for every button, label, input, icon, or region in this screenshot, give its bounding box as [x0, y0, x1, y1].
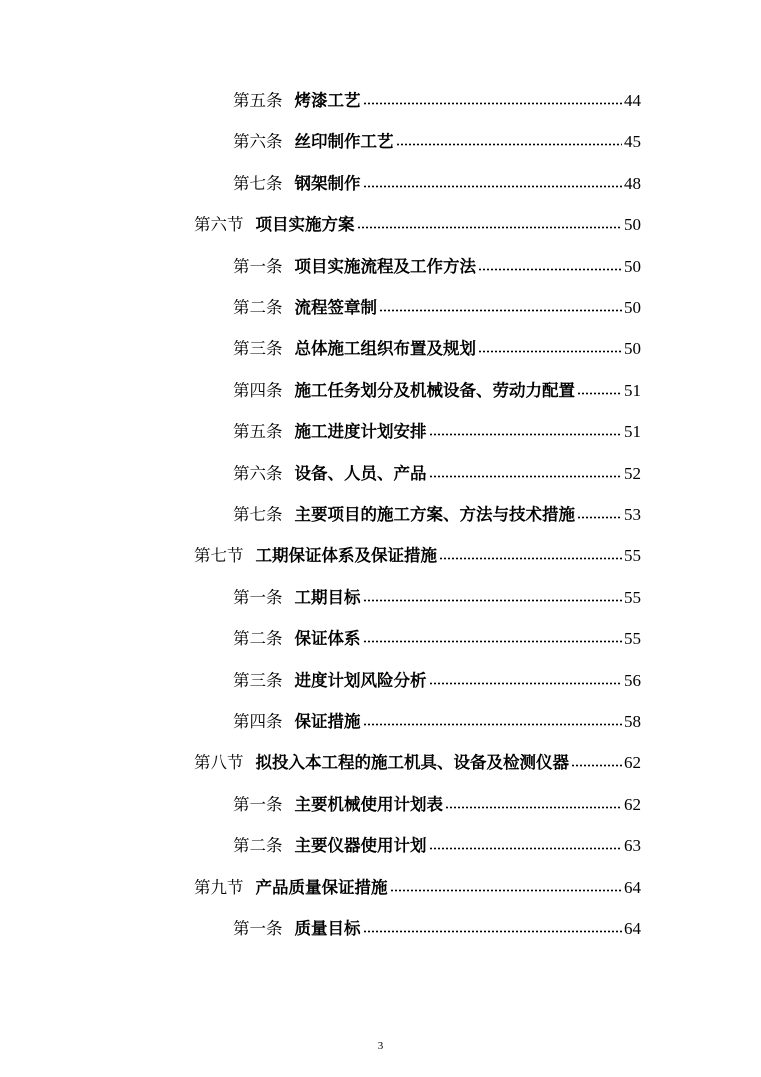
- dot-leader: [363, 924, 623, 934]
- toc-entry-title: 钢架制作: [294, 173, 361, 193]
- toc-entry-title: 总体施工组织布置及规划: [294, 339, 476, 359]
- toc-entry-page: 56: [624, 670, 641, 690]
- dot-leader: [357, 220, 623, 230]
- dot-leader: [478, 344, 622, 354]
- toc-entry-title: 施工进度计划安排: [294, 422, 427, 442]
- dot-leader: [445, 800, 622, 810]
- toc-entry-title: 主要仪器使用计划: [294, 836, 427, 856]
- dot-leader: [577, 510, 622, 520]
- toc-entry-article[interactable]: [233, 336, 641, 362]
- dot-leader: [439, 551, 622, 561]
- toc-entry-article[interactable]: [233, 129, 641, 155]
- toc-entry-article[interactable]: [233, 792, 641, 818]
- toc-entry-number: 第一条: [233, 587, 283, 607]
- toc-entry-page: 55: [624, 587, 641, 607]
- toc-entry-section[interactable]: [194, 875, 641, 901]
- toc-entry-number: 第三条: [233, 670, 283, 690]
- toc-entry-section[interactable]: [194, 543, 641, 569]
- toc-entry-article[interactable]: [233, 626, 641, 652]
- dot-leader: [363, 179, 623, 189]
- toc-entry-title: 拟投入本工程的施工机具、设备及检测仪器: [255, 753, 569, 773]
- toc-entry-section[interactable]: [194, 212, 641, 238]
- toc-entry-page: 64: [624, 877, 641, 897]
- toc-entry-page: 51: [624, 422, 641, 442]
- dot-leader: [478, 262, 622, 272]
- toc-entry-title: 烤漆工艺: [294, 91, 361, 110]
- toc-entry-article[interactable]: [233, 585, 641, 611]
- page-number: 3: [377, 1040, 384, 1052]
- dot-leader: [429, 469, 623, 479]
- toc-entry-page: 64: [624, 919, 641, 938]
- toc-entry-article[interactable]: [233, 668, 641, 694]
- toc-entry-title: 丝印制作工艺: [294, 132, 394, 152]
- toc-entry-article[interactable]: [233, 916, 641, 942]
- toc-entry-number: 第六节: [194, 215, 244, 235]
- toc-entry-number: 第九节: [194, 877, 244, 897]
- dot-leader: [363, 717, 623, 727]
- toc-entry-title: 主要项目的施工方案、方法与技术措施: [294, 505, 575, 524]
- toc-entry-page: 50: [624, 256, 641, 276]
- toc-entry-article[interactable]: [233, 88, 641, 114]
- toc-entry-page: 50: [624, 215, 641, 235]
- toc-entry-number: 第二条: [233, 629, 283, 649]
- dot-leader: [429, 427, 623, 437]
- toc-entry-title: 保证体系: [294, 629, 361, 649]
- toc-entry-article[interactable]: [233, 295, 641, 321]
- toc-entry-page: 52: [624, 463, 641, 483]
- toc-entry-page: 50: [624, 298, 641, 317]
- toc-entry-page: 58: [624, 712, 641, 731]
- toc-entry-number: 第八节: [194, 753, 244, 773]
- toc-entry-article[interactable]: [233, 502, 641, 528]
- toc-entry-article[interactable]: [233, 254, 641, 280]
- toc-entry-page: 62: [624, 753, 641, 773]
- toc-entry-page: 53: [624, 505, 641, 524]
- toc-entry-article[interactable]: [233, 833, 641, 859]
- toc-entry-number: 第二条: [233, 298, 283, 317]
- toc-entry-number: 第七节: [194, 546, 244, 566]
- toc-entry-title: 项目实施流程及工作方法: [294, 256, 476, 276]
- dot-leader: [429, 676, 623, 686]
- toc-entry-page: 55: [624, 546, 641, 566]
- toc-entry-page: 50: [624, 339, 641, 359]
- dot-leader: [571, 758, 622, 768]
- toc-entry-page: 51: [624, 380, 641, 400]
- dot-leader: [429, 841, 623, 851]
- toc-entry-title: 流程签章制: [294, 298, 377, 317]
- toc-entry-title: 设备、人员、产品: [294, 463, 427, 483]
- toc-entry-number: 第七条: [233, 173, 283, 193]
- toc-entry-title: 产品质量保证措施: [255, 877, 388, 897]
- toc-entry-number: 第七条: [233, 505, 283, 524]
- dot-leader: [363, 593, 623, 603]
- dot-leader: [363, 96, 623, 106]
- toc-entry-title: 项目实施方案: [255, 215, 355, 235]
- toc-entry-page: 63: [624, 836, 641, 856]
- toc-entry-page: 62: [624, 794, 641, 814]
- toc-entry-title: 质量目标: [294, 919, 361, 938]
- toc-entry-article[interactable]: [233, 171, 641, 197]
- toc-entry-page: 48: [624, 173, 641, 193]
- toc-entry-number: 第一条: [233, 256, 283, 276]
- dot-leader: [577, 386, 622, 396]
- toc-entry-page: 45: [624, 132, 641, 152]
- toc-entry-number: 第一条: [233, 919, 283, 938]
- dot-leader: [379, 303, 622, 313]
- toc-entry-number: 第一条: [233, 794, 283, 814]
- toc-entry-title: 进度计划风险分析: [294, 670, 427, 690]
- toc-entry-number: 第六条: [233, 132, 283, 152]
- toc-entry-number: 第五条: [233, 422, 283, 442]
- toc-entry-title: 施工任务划分及机械设备、劳动力配置: [294, 380, 575, 400]
- dot-leader: [363, 634, 623, 644]
- toc-entry-title: 工期保证体系及保证措施: [255, 546, 437, 566]
- toc-entry-number: 第二条: [233, 836, 283, 856]
- toc-entry-title: 工期目标: [294, 587, 361, 607]
- dot-leader: [396, 137, 623, 147]
- dot-leader: [390, 883, 623, 893]
- toc-entry-number: 第四条: [233, 712, 283, 731]
- toc-entry-title: 保证措施: [294, 712, 361, 731]
- toc-entry-page: 55: [624, 629, 641, 649]
- toc-entry-title: 主要机械使用计划表: [294, 794, 443, 814]
- toc-entry-article[interactable]: [233, 709, 641, 735]
- toc-entry-article[interactable]: [233, 419, 641, 445]
- toc-entry-article[interactable]: [233, 461, 641, 487]
- toc-entry-number: 第三条: [233, 339, 283, 359]
- toc-entry-page: 44: [624, 91, 641, 110]
- toc-entry-article[interactable]: [233, 378, 641, 404]
- toc-entry-number: 第四条: [233, 380, 283, 400]
- toc-entry-number: 第五条: [233, 91, 283, 110]
- toc-entry-section[interactable]: [194, 750, 641, 776]
- toc-entry-number: 第六条: [233, 463, 283, 483]
